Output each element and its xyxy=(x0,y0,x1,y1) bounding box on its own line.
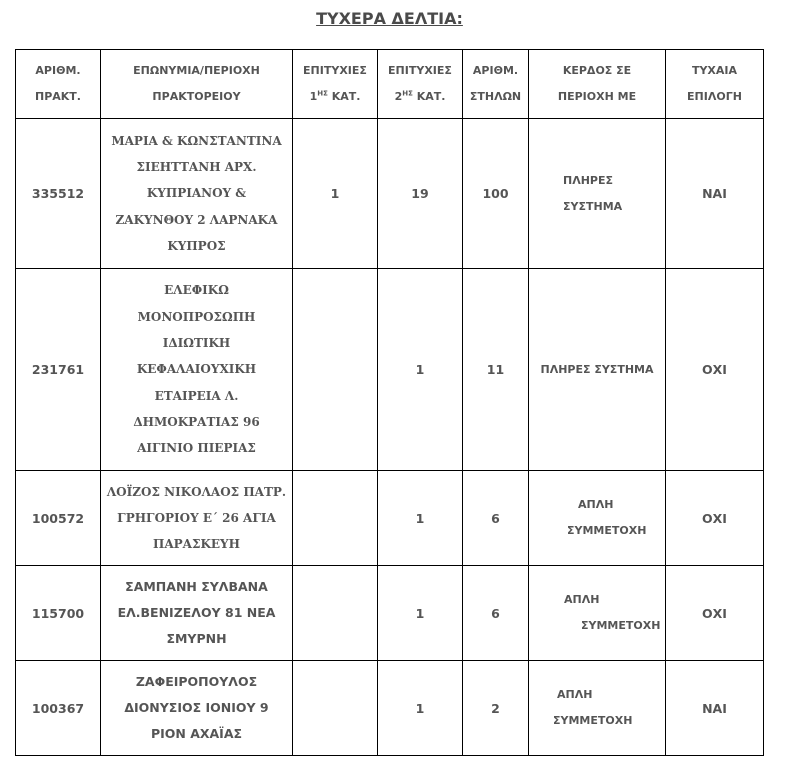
agency-name-cell xyxy=(101,471,293,566)
agency-name-line: ΔΗΜΟΚΡΑΤΙΑΣ 96 xyxy=(133,414,260,429)
header-text xyxy=(378,84,462,110)
agency-name-line: ΕΛ.ΒΕΝΙΖΕΛΟΥ 81 ΝΕΑ xyxy=(117,605,276,620)
table-row xyxy=(16,471,764,566)
table-row xyxy=(16,119,764,269)
agency-name-line: ΜΟΝΟΠΡΟΣΩΠΗ xyxy=(137,309,256,324)
gain-line: ΠΛΗΡΕΣ ΣΥΣΤΗΜΑ xyxy=(540,363,654,376)
random-cell: ΝΑΙ xyxy=(666,119,764,269)
agency-name-line: ΣΜΥΡΝΗ xyxy=(166,631,227,646)
header-columns xyxy=(463,50,529,119)
gain-line: ΣΥΜΜΕΤΟΧΗ xyxy=(581,619,661,632)
agency-name-line: ΙΔΙΩΤΙΚΗ xyxy=(162,336,231,351)
gain-line: ΣΥΜΜΕΤΟΧΗ xyxy=(553,714,633,727)
header-text: ΤΥΧΑΙΑ xyxy=(691,64,738,77)
table-row xyxy=(16,269,764,471)
header-agency-no xyxy=(16,50,101,119)
columns-cell: 2 xyxy=(463,661,529,756)
cat1-cell xyxy=(293,269,378,471)
header-text: ΕΠΙΤΥΧΙΕΣ xyxy=(388,64,452,77)
agency-name-cell xyxy=(101,269,293,471)
agency-name-line: ΣΑΜΠΑΝΗ ΣΥΛΒΑΝΑ xyxy=(125,579,268,594)
header-text: ΠΕΡΙΟΧΗ ΜΕ xyxy=(557,90,637,103)
winning-tickets-table xyxy=(15,49,764,756)
agency-name-line: ΛΟΪΖΟΣ ΝΙΚΟΛΑΟΣ ΠΑΤΡ. xyxy=(106,484,287,499)
header-cat2 xyxy=(378,50,463,119)
agency-name-line: ΖΑΚΥΝΘΟΥ 2 ΛΑΡΝΑΚΑ xyxy=(115,212,278,227)
agency-name-line: ΓΡΗΓΟΡΙΟΥ Ε΄ 26 ΑΓΙΑ xyxy=(117,510,276,525)
header-text: ΠΡΑΚΤ. xyxy=(35,90,81,103)
agency-name-line: ΜΑΡΙΑ & ΚΩΝΣΤΑΝΤΙΝΑ xyxy=(111,133,282,148)
agency-name-line: ΑΙΓΙΝΙΟ ΠΙΕΡΙΑΣ xyxy=(137,441,256,456)
header-text: ΕΠΙΤΥΧΙΕΣ xyxy=(303,64,367,77)
agency-name-line: ΣΙΕΗΤΤΑΝΗ ΑΡΧ. xyxy=(136,160,257,175)
table-header-row xyxy=(16,50,764,119)
random-cell: ΟΧΙ xyxy=(666,269,764,471)
cat2-cell: 19 xyxy=(378,119,463,269)
cat2-cell: 1 xyxy=(378,661,463,756)
cat1-cell: 1 xyxy=(293,119,378,269)
agency-name-line: ΚΥΠΡΙΑΝΟΥ & xyxy=(146,186,247,201)
agency-name-cell xyxy=(101,566,293,661)
cat1-cell xyxy=(293,566,378,661)
gain-line: ΑΠΛΗ xyxy=(578,498,614,511)
header-text: ΑΡΙΘΜ. xyxy=(472,64,519,77)
agency-name-line: ΡΙΟΝ ΑΧΑΪΑΣ xyxy=(150,726,243,741)
agency-no-cell: 335512 xyxy=(16,119,101,269)
page-title: ΤΥΧΕΡΑ ΔΕΛΤΙΑ: xyxy=(316,9,463,28)
header-text: ΠΡΑΚΤΟΡΕΙΟΥ xyxy=(152,90,241,103)
agency-name-line: ΔΙΟΝΥΣΙΟΣ ΙΟΝΙΟΥ 9 xyxy=(124,700,269,715)
header-text: ΕΠΙΛΟΓΗ xyxy=(687,90,742,103)
gain-line: ΑΠΛΗ xyxy=(564,593,600,606)
gain-line: ΣΥΣΤΗΜΑ xyxy=(563,199,623,213)
agency-name-line: ΚΕΦΑΛΑΙΟΥΧΙΚΗ xyxy=(136,362,257,377)
agency-name-line: ΕΛΕΦΙΚΩ xyxy=(164,283,229,298)
columns-cell: 6 xyxy=(463,566,529,661)
header-rest: ΚΑΤ. xyxy=(412,90,446,103)
agency-no-cell: 115700 xyxy=(16,566,101,661)
header-cat1 xyxy=(293,50,378,119)
agency-name-line: ΠΑΡΑΣΚΕΥΗ xyxy=(153,537,240,552)
gain-line: ΑΠΛΗ xyxy=(557,688,593,701)
columns-cell: 100 xyxy=(463,119,529,269)
agency-name-line: ΖΑΦΕΙΡΟΠΟΥΛΟΣ xyxy=(135,674,258,689)
gain-cell xyxy=(529,269,666,471)
header-text xyxy=(293,84,377,110)
header-gain xyxy=(529,50,666,119)
agency-no-cell: 100572 xyxy=(16,471,101,566)
cat1-cell xyxy=(293,661,378,756)
agency-no-cell: 100367 xyxy=(16,661,101,756)
gain-cell xyxy=(529,119,666,269)
random-cell: ΝΑΙ xyxy=(666,661,764,756)
header-rest: ΚΑΤ. xyxy=(327,90,361,103)
header-text: ΑΡΙΘΜ. xyxy=(35,64,81,77)
agency-name-line: ΚΥΠΡΟΣ xyxy=(167,238,226,253)
header-text: ΕΠΩΝΥΜΙΑ/ΠΕΡΙΟΧΗ xyxy=(133,64,260,77)
cat2-cell: 1 xyxy=(378,471,463,566)
header-text: ΣΤΗΛΩΝ xyxy=(469,90,522,103)
header-name xyxy=(101,50,293,119)
gain-cell xyxy=(529,566,666,661)
cat1-cell xyxy=(293,471,378,566)
random-cell: ΟΧΙ xyxy=(666,566,764,661)
agency-name-cell xyxy=(101,119,293,269)
gain-cell xyxy=(529,471,666,566)
header-num: 2 xyxy=(394,90,403,103)
cat2-cell: 1 xyxy=(378,269,463,471)
header-sup: ΗΣ xyxy=(317,89,328,98)
columns-cell: 11 xyxy=(463,269,529,471)
random-cell: ΟΧΙ xyxy=(666,471,764,566)
gain-line: ΣΥΜΜΕΤΟΧΗ xyxy=(567,524,647,537)
gain-line: ΠΛΗΡΕΣ xyxy=(563,173,614,187)
gain-cell xyxy=(529,661,666,756)
agency-name-line: ΕΤΑΙΡΕΙΑ Λ. xyxy=(154,388,239,403)
columns-cell: 6 xyxy=(463,471,529,566)
header-sup: ΗΣ xyxy=(402,89,413,98)
table-row xyxy=(16,566,764,661)
agency-no-cell: 231761 xyxy=(16,269,101,471)
header-random xyxy=(666,50,764,119)
header-text: ΚΕΡΔΟΣ ΣΕ xyxy=(562,64,632,77)
cat2-cell: 1 xyxy=(378,566,463,661)
table-row xyxy=(16,661,764,756)
agency-name-cell xyxy=(101,661,293,756)
header-num: 1 xyxy=(309,90,318,103)
